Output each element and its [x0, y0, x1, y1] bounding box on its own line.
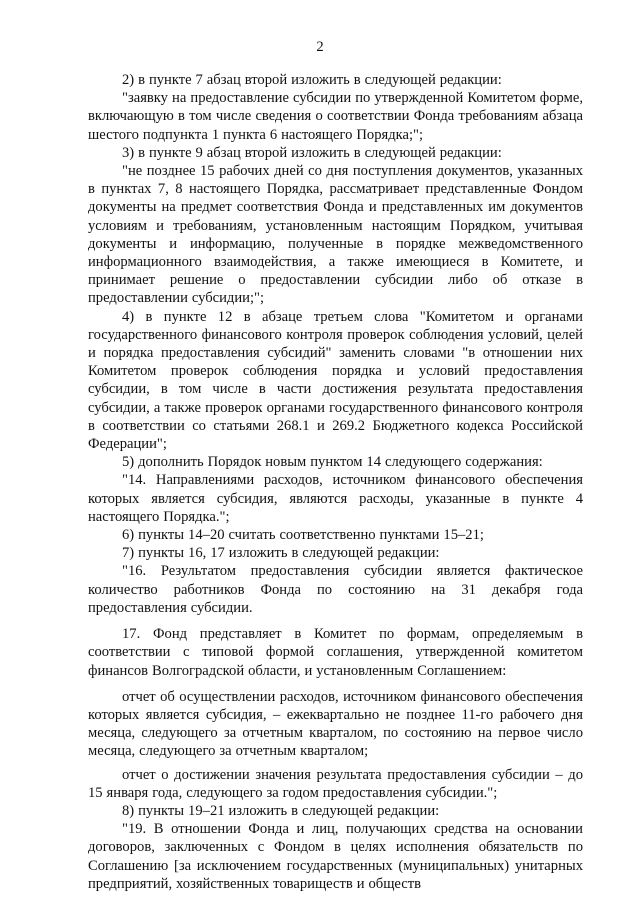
paragraph-quote-application: "заявку на предоставление субсидии по утвержденной Комитетом форме, включающую в том числе сведения о соответствии Фонда требованиям абзаца шестого подпункта 1 пункта 6 настоящего Порядка;";	[88, 90, 583, 143]
paragraph-amendment-4: 4) в пункте 12 в абзаце третьем слова "Комитетом и органами государственного финансового контроля проверок соблюдения условий, целей и порядка предоставления субсидий" заменить словами "в отношении них Комитетом проверок соблюдения порядка и условий предоставления субсидии, в том числе в части достижения результата предоставления субсидии, а также проверок органами государственного финансового контроля в соответствии со статьями 268.1 и 269.2 Бюджетного кодекса Российской Федерации";	[88, 308, 583, 453]
paragraph-amendment-6: 6) пункты 14–20 считать соответственно пунктами 15–21;	[122, 527, 484, 544]
paragraph-quote-item-19: "19. В отношении Фонда и лиц, получающих средства на основании договоров, заключенных с Фондом в целях исполнения обязательств по Соглашению [за исключением государственных (муниципальных) унитарных предприятий, хозяйственных товариществ и обществ	[88, 821, 583, 892]
paragraph-expense-report: отчет об осуществлении расходов, источником финансового обеспечения которых является субсидия, – ежеквартально не позднее 11-го рабочего дня месяца, следующего за отчетным кварталом, по состоянию на первое число месяца, следующего за отчетным кварталом;	[88, 688, 583, 760]
page-number: 2	[316, 39, 324, 55]
paragraph-quote-item-14: "14. Направлениями расходов, источником финансового обеспечения которых является субсидия, являются расходы, указанные в пункте 4 настоящего Порядка.";	[88, 472, 583, 525]
paragraph-result-report: отчет о достижении значения результата предоставления субсидии – до 15 января года, следующего за годом предоставления субсидии.";	[88, 766, 583, 801]
paragraph-amendment-7: 7) пункты 16, 17 изложить в следующей редакции:	[122, 545, 440, 562]
paragraph-quote-review-deadline: "не позднее 15 рабочих дней со дня поступления документов, указанных в пунктах 7, 8 настоящего Порядка, рассматривает представленные Фондом документы на предмет соответствия Фонда и представленных им документов условиям и требованиям, установленным настоящим Порядком, учитывая документы и информацию, полученные в порядке межведомственного информационного взаимодействия, а также имеющиеся в Комитете, и принимает решение о предоставлении субсидии либо об отказе в предоставлении субсидии;";	[88, 163, 583, 307]
document-body	[88, 71, 583, 893]
paragraph-quote-item-16: "16. Результатом предоставления субсидии является фактическое количество работников Фонда по состоянию на 31 декабря года предоставления субсидии.	[88, 563, 583, 616]
paragraph-amendment-3: 3) в пункте 9 абзац второй изложить в следующей редакции:	[122, 144, 502, 161]
paragraph-amendment-5: 5) дополнить Порядок новым пунктом 14 следующего содержания:	[122, 454, 543, 471]
paragraph-amendment-8: 8) пункты 19–21 изложить в следующей редакции:	[122, 802, 440, 819]
paragraph-amendment-2: 2) в пункте 7 абзац второй изложить в следующей редакции:	[122, 72, 502, 88]
paragraph-item-17: 17. Фонд представляет в Комитет по формам, определяемым в соответствии с типовой формой соглашения, утвержденной комитетом финансов Волгоградской области, и установленным Соглашением:	[88, 626, 583, 679]
